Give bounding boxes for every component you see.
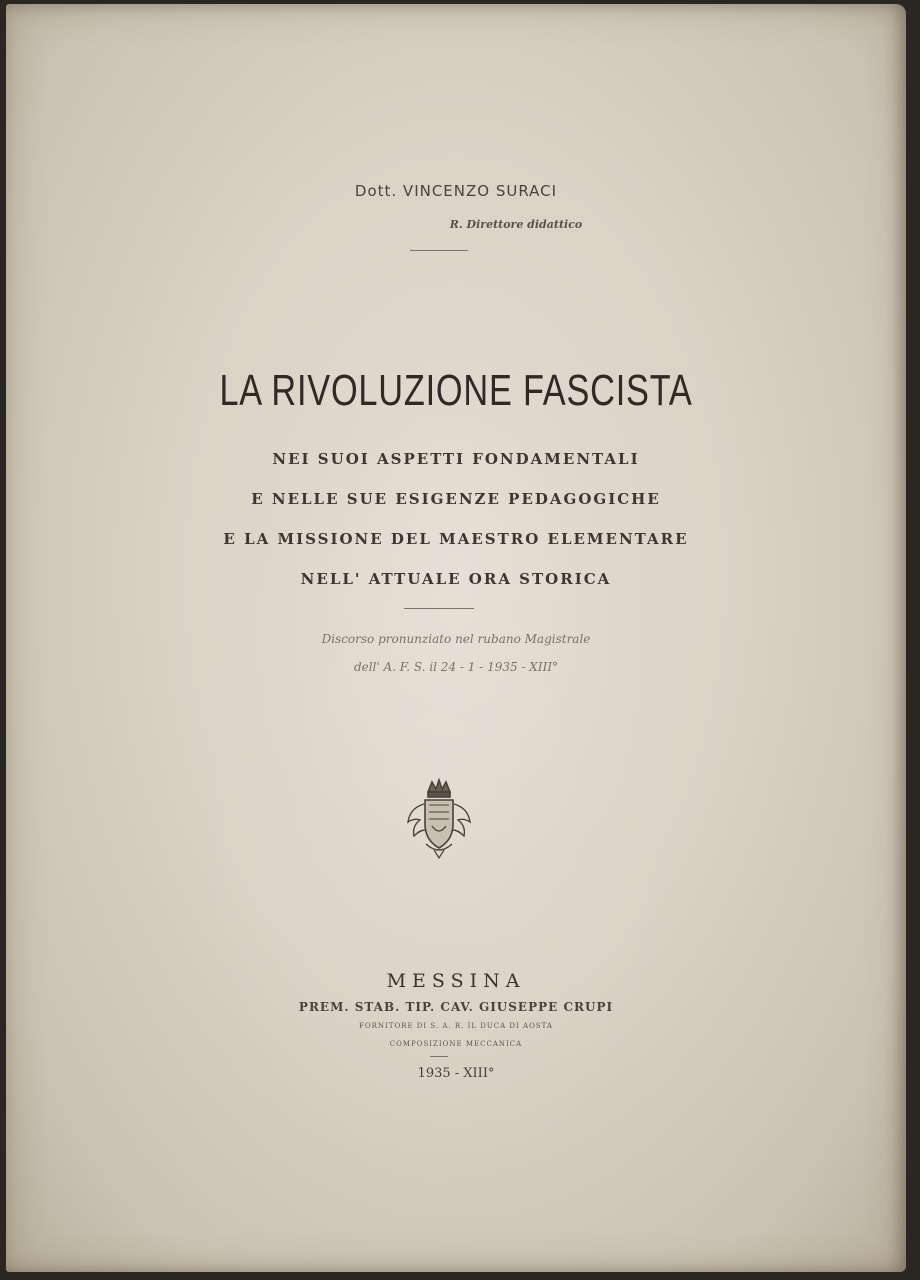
imprint-year: 1935 - XIII° (417, 1066, 495, 1081)
main-title: LA RIVOLUZIONE FASCISTA (219, 366, 693, 415)
author-name: Dott. VINCENZO SURACI (354, 182, 558, 200)
subtitle-line-3: E LA MISSIONE DEL MAESTRO ELEMENTARE (223, 530, 689, 548)
coat-of-arms-icon (404, 778, 474, 860)
imprint-printer: PREM. STAB. TIP. CAV. GIUSEPPE CRUPI (298, 1000, 614, 1014)
imprint-composition: COMPOSIZIONE MECCANICA (389, 1040, 523, 1048)
subtitle-line-2: E NELLE SUE ESIGENZE PEDAGOGICHE (251, 490, 661, 508)
speech-note-line-1: Discorso pronunziato nel rubano Magistrale (321, 632, 591, 646)
divider-top (410, 250, 468, 251)
divider-bottom (430, 1056, 448, 1057)
imprint-city: MESSINA (386, 970, 526, 992)
imprint-supplier: FORNITORE DI S. A. R. IL DUCA DI AOSTA (359, 1022, 553, 1030)
subtitle-line-4: NELL' ATTUALE ORA STORICA (300, 570, 612, 588)
subtitle-line-1: NEI SUOI ASPETTI FONDAMENTALI (272, 450, 640, 468)
divider-middle (404, 608, 474, 609)
pamphlet-cover (6, 4, 906, 1272)
author-role: R. Direttore didattico (449, 218, 583, 231)
speech-note-line-2: dell' A. F. S. il 24 - 1 - 1935 - XIII° (353, 660, 559, 674)
